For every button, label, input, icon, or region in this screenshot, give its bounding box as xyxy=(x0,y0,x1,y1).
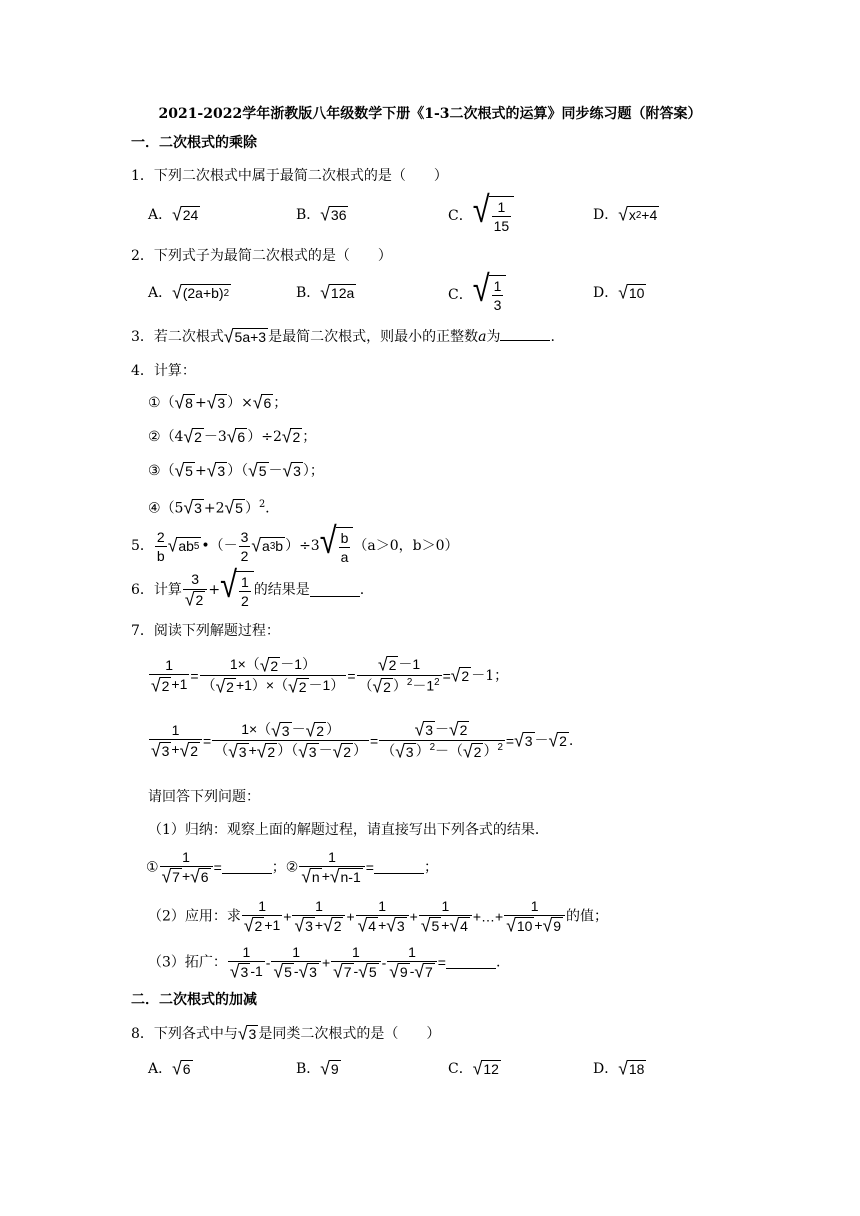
answer-blank xyxy=(310,584,360,597)
radical: √ 12a xyxy=(320,281,355,303)
answer-blank xyxy=(374,861,424,874)
question-7-stem: 7．阅读下列解题过程： xyxy=(131,623,280,639)
q2-option-b: B． √ 12a xyxy=(296,281,355,303)
radical: √ $\frac{1}{15}$ xyxy=(473,196,514,234)
question-2-stem: 2．下列式子为最简二次根式的是（ ） xyxy=(131,248,392,264)
page-title: 2021-2022学年浙教版八年级数学下册《1-3二次根式的运算》同步练习题（附答案） xyxy=(158,106,702,122)
q1-option-b: B． √ 36 xyxy=(296,203,347,225)
q2-option-d: D． √ 10 xyxy=(593,281,645,303)
question-1-stem: 1．下列二次根式中属于最简二次根式的是（ ） xyxy=(131,168,448,184)
q7-example-2: 1 √ 3 + √ 2 = 1×（ √ 3 － √ 2 ） （ √ 3 + √ 2 ）（ √ 3 － √ 2 ） = √ 3 － √ 2 （ √ 3 ）$^2$－（ √ 2 ）$^2$ = √ 3 － √ 2 . xyxy=(151,718,574,762)
q7-part-1-label: （1）归纳：观察上面的解题过程，请直接写出下列各式的结果． xyxy=(148,822,549,838)
answer-blank xyxy=(446,956,496,969)
radical: √ $\frac{1}{3}$ xyxy=(473,275,507,313)
q2-option-c: C． √ $\frac{1}{3}$ xyxy=(448,275,506,313)
q1-option-c: C． √ $\frac{1}{15}$ xyxy=(448,196,514,234)
q7-part-3: （3）拓广： 1 √ 3 -1 - 1 √ 5 - √ 3 + 1 √ 7 - √ 5 - 1 √ 9 - √ 7 = . xyxy=(148,944,501,982)
q8-option-b: B． √ 9 xyxy=(296,1057,339,1079)
answer-blank xyxy=(500,328,550,341)
q7-example-1: 1 √ 2 +1 = 1×（ √ 2 －1） （ √ 2 +1）×（ √ 2 －1） = √ 2 －1 （ √ 2 ）$^2-1^2$ = √ 2 －1； xyxy=(151,653,509,697)
question-6: 6．计算 3 √ 2 + √ $\frac{1}{2}$ 的结果是 . xyxy=(131,563,365,610)
q4-item-4: ④（5 √ 3 +2 √ 5 ）$^2$. xyxy=(148,496,270,518)
q4-item-2: ②（4 √ 2 －3 √ 6 ）÷2 √ 2 ； xyxy=(148,425,317,447)
q2-option-a: A． √ (2a+b) 2 xyxy=(148,281,230,303)
radical: √ 5a+3 xyxy=(223,325,267,347)
q8-option-c: C． √ 12 xyxy=(448,1057,499,1079)
answer-blank xyxy=(222,861,272,874)
question-8-stem: 8．下列各式中与 √ 3 是同类二次根式的是（ ） xyxy=(131,1022,441,1044)
section-1-heading: 一．二次根式的乘除 xyxy=(131,135,257,151)
q4-item-1: ①（ √ 8 + √ 3 ）× √ 6 ； xyxy=(148,391,288,413)
q8-option-d: D． √ 18 xyxy=(593,1057,645,1079)
radical: √ (2a+b) 2 xyxy=(172,281,230,303)
q4-item-3: ③（ √ 5 + √ 3 ）（ √ 5 － √ 3 ）； xyxy=(148,459,324,481)
radical: √ 36 xyxy=(320,203,347,225)
question-3: 3．若二次根式 √ 5a+3 是最简二次根式，则最小的正整数a为 . xyxy=(131,325,555,347)
question-5: 5． $\frac{2}{b}$ √ ab 5 •（－ $\frac{3}{2}$ √ a 3 b ）÷3 √ $\frac{b}{a}$ （a＞0，b＞0） xyxy=(131,519,459,566)
q1-option-a: A． √ 24 xyxy=(148,203,199,225)
q7-ask: 请回答下列问题： xyxy=(148,789,260,805)
section-2-heading: 二．二次根式的加减 xyxy=(131,992,257,1008)
q7-part-1-items: ① 1 √ 7 + √ 6 = ；② 1 √ n + √ n-1 = ； xyxy=(146,849,438,887)
q7-part-2: （2）应用：求 1 √ 2 +1 + 1 √ 3 + √ 2 + 1 √ 4 + √ 3 + 1 √ 5 + √ 4 +…+ 1 √ 10 + √ 9 的值； xyxy=(148,898,608,936)
radical: √ 24 xyxy=(172,203,199,225)
q1-option-d: D． √ x 2 +4 xyxy=(593,203,658,225)
q8-option-a: A． √ 6 xyxy=(148,1057,191,1079)
radical: √ 10 xyxy=(618,281,645,303)
question-4-stem: 4．计算： xyxy=(131,363,196,379)
radical: √ x 2 +4 xyxy=(618,203,658,225)
